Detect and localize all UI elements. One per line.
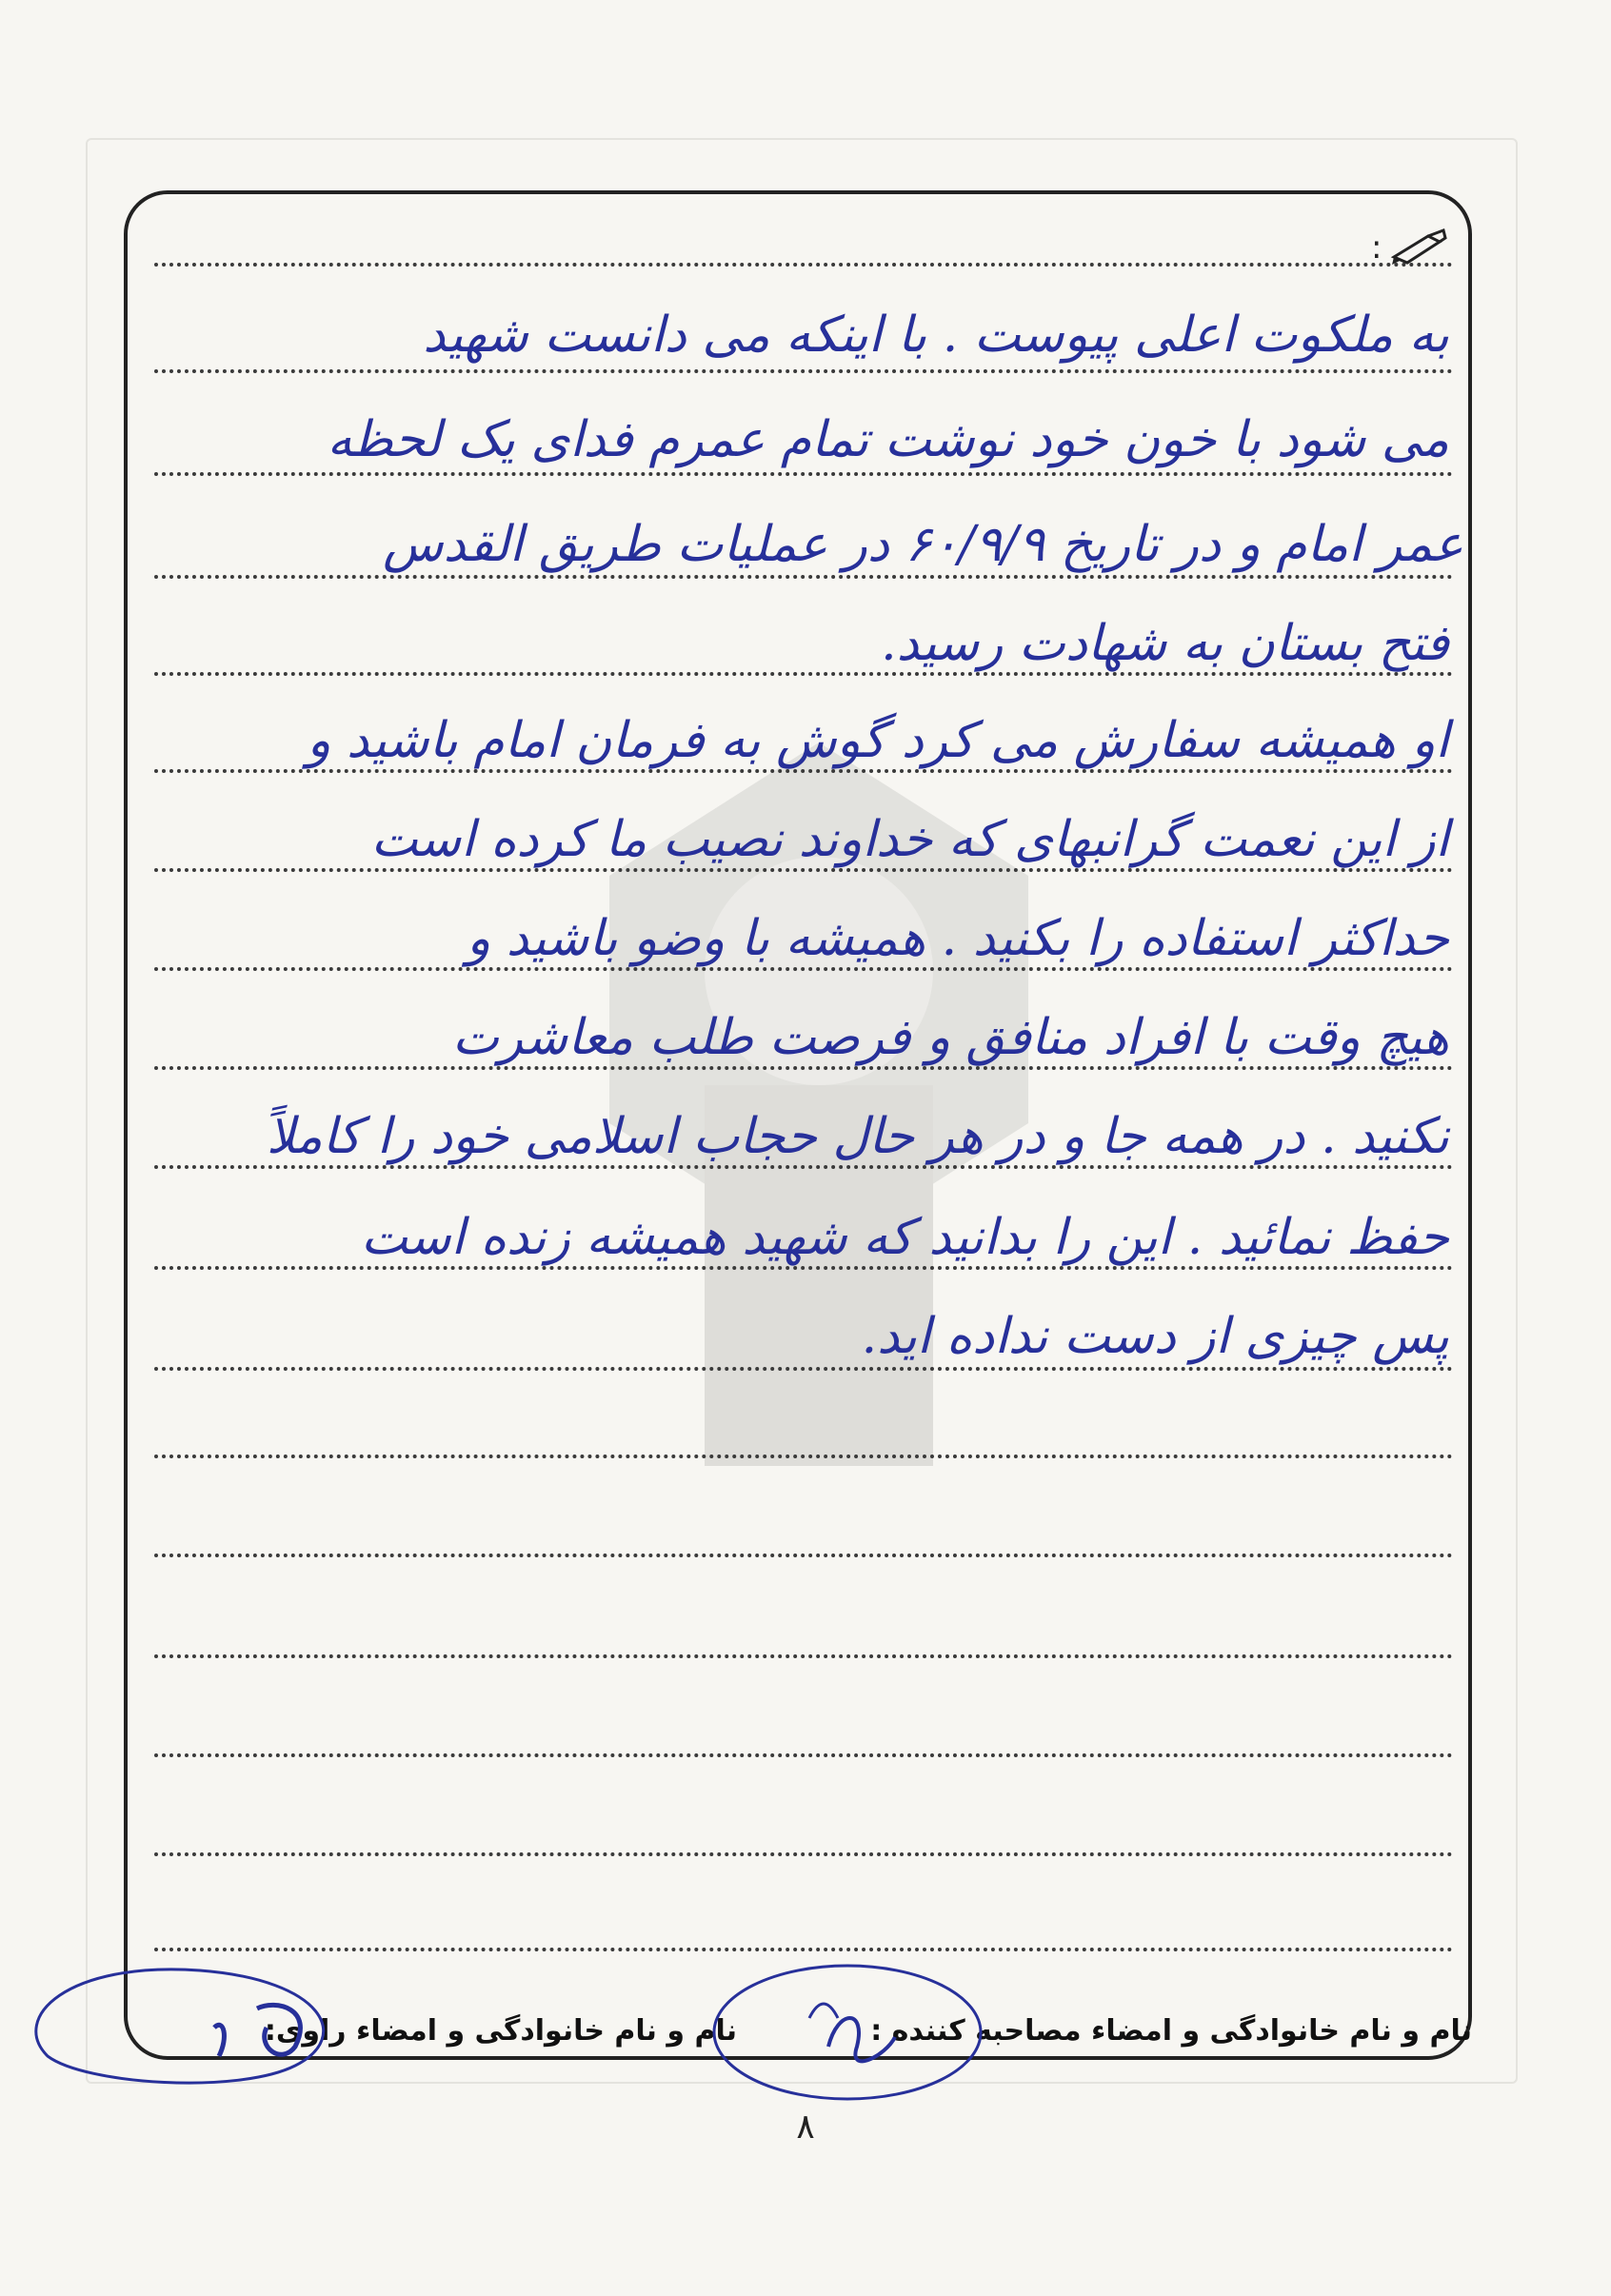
rule-line: [154, 1654, 1453, 1658]
interviewer-signature-label: نام و نام خانوادگی و امضاء مصاحبه کننده :: [870, 2014, 1472, 2048]
pen-hand-icon: [1390, 228, 1449, 267]
rule-line: [154, 1367, 1453, 1371]
page-number: ۸: [796, 2108, 815, 2147]
rule-line: [154, 1753, 1453, 1757]
handwritten-line: به ملکوت اعلی پیوست . با اینکه می دانست شهید: [423, 307, 1449, 364]
rule-line: [154, 1266, 1453, 1270]
rule-line: [154, 1554, 1453, 1557]
rule-line: [154, 1852, 1453, 1856]
narrator-signature-label: نام و نام خانوادگی و امضاء راوی:: [264, 2014, 737, 2048]
handwritten-line: حداکثر استفاده را بکنید . همیشه با وضو باشید و: [467, 910, 1449, 967]
handwritten-line: از این نعمت گرانبهای که خداوند نصیب ما کرده است: [370, 811, 1449, 868]
handwritten-line: پس چیزی از دست نداده اید.: [861, 1308, 1449, 1365]
rule-line: [154, 472, 1453, 476]
handwritten-line: می شود با خون خود نوشت تمام عمرم فدای یک لحظه: [327, 411, 1449, 468]
handwritten-line: نکنید . در همه جا و در هر حال حجاب اسلامی خود را کاملاً: [266, 1108, 1449, 1165]
rule-line: [154, 575, 1453, 579]
handwritten-line: فتح بستان به شهادت رسید.: [881, 615, 1449, 672]
handwritten-line: حفظ نمائید . این را بدانید که شهید همیشه زنده است: [360, 1209, 1449, 1266]
rule-line: [154, 1455, 1453, 1458]
rule-line: [154, 967, 1453, 971]
rule-line: [154, 672, 1453, 676]
rule-line: [154, 769, 1453, 773]
rule-line: [154, 369, 1453, 373]
rule-line: [154, 1066, 1453, 1070]
handwritten-line: او همیشه سفارش می کرد گوش به فرمان امام باشید و: [307, 712, 1449, 769]
rule-line: [154, 1165, 1453, 1169]
interviewer-signature: [705, 1942, 990, 2123]
handwritten-line: عمر امام و در تاریخ ۶۰/۹/۹ در عملیات طریق القدس: [383, 516, 1463, 573]
pen-colon: :: [1371, 228, 1382, 267]
rule-line: [154, 263, 1453, 267]
rule-line: [154, 868, 1453, 872]
handwritten-line: هیچ وقت با افراد منافق و فرصت طلب معاشرت: [451, 1009, 1449, 1066]
narrator-signature: [10, 1942, 371, 2104]
